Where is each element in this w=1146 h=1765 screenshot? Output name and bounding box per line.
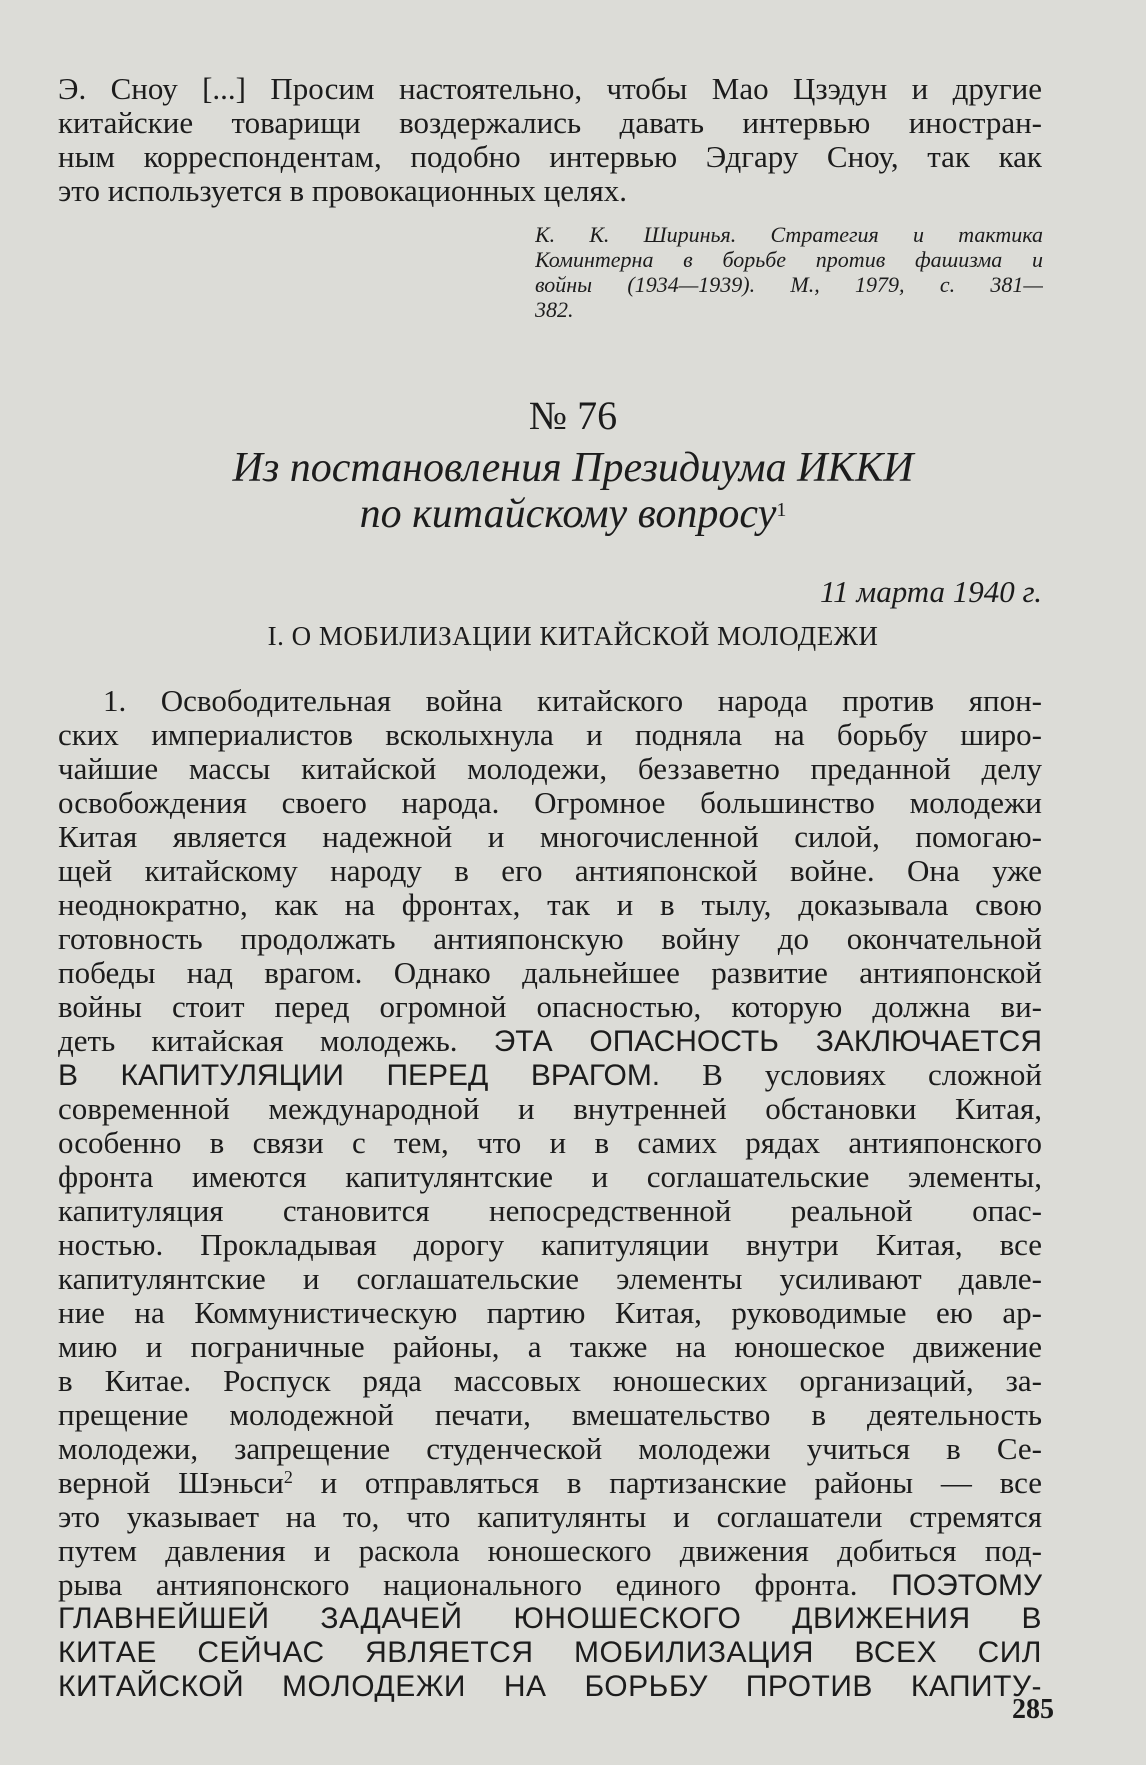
citation-line: 382. bbox=[535, 297, 574, 322]
emphasis-caps: В КАПИТУЛЯЦИИ ПЕРЕД ВРАГОМ. bbox=[58, 1059, 661, 1092]
text-line bbox=[58, 1024, 1042, 1058]
text-line: ностью. Прокладывая дорогу капитуляции внутри Китая, все bbox=[58, 1228, 1042, 1262]
footnote-ref: 2 bbox=[283, 1467, 293, 1487]
emphasis-caps: ЭТА ОПАСНОСТЬ ЗАКЛЮЧАЕТСЯ bbox=[493, 1025, 1042, 1058]
citation-line: войны (1934—1939). М., 1979, с. 381— bbox=[535, 272, 1043, 297]
text-span: рыва антияпонского национального единого фронта. bbox=[58, 1568, 858, 1602]
footnote-ref: 1 bbox=[776, 499, 787, 521]
text-line: щей китайскому народу в его антияпонской войне. Она уже bbox=[58, 854, 1042, 888]
text-line: неоднократно, как на фронтах, так и в тылу, доказывала свою bbox=[58, 888, 1042, 922]
text-span: деть китайская молодежь. bbox=[58, 1024, 458, 1058]
text-line: освобождения своего народа. Огромное большинство молодежи bbox=[58, 786, 1042, 820]
text-line: Э. Сноу [...] Просим настоятельно, чтобы Мао Цзэдун и другие bbox=[58, 72, 1042, 106]
document-number: № 76 bbox=[528, 393, 618, 438]
page-number: 285 bbox=[1012, 1694, 1054, 1725]
text-span: верной Шэньси bbox=[58, 1466, 284, 1500]
text-line: войны стоит перед огромной опасностью, которую должна ви- bbox=[58, 990, 1042, 1024]
text-line: ным корреспондентам, подобно интервью Эдгару Сноу, так как bbox=[58, 140, 1042, 174]
text-line: ских империалистов всколыхнула и подняла на борьбу широ- bbox=[58, 718, 1042, 752]
document-title-text: по китайскому вопросу bbox=[359, 491, 777, 537]
text-line: фронта имеются капитулянтские и соглашательские элементы, bbox=[58, 1160, 1042, 1194]
text-line: Китая является надежной и многочисленной силой, помогаю- bbox=[58, 820, 1042, 854]
text-line: КИТАЕ СЕЙЧАС ЯВЛЯЕТСЯ МОБИЛИЗАЦИЯ ВСЕХ СИЛ bbox=[58, 1636, 1042, 1669]
text-span: В условиях сложной bbox=[702, 1058, 1042, 1092]
text-line: это используется в провокационных целях. bbox=[58, 174, 627, 208]
document-title-line-1: Из постановления Президиума ИККИ bbox=[232, 445, 914, 491]
text-span: и отправляться в партизанские районы — все bbox=[320, 1466, 1042, 1500]
text-line: капитулянтские и соглашательские элементы усиливают давле- bbox=[58, 1262, 1042, 1296]
text-line: капитуляция становится непосредственной реальной опас- bbox=[58, 1194, 1042, 1228]
section-heading: I. О МОБИЛИЗАЦИИ КИТАЙСКОЙ МОЛОДЕЖИ bbox=[267, 621, 879, 651]
text-line: 1. Освободительная война китайского народа против япон- bbox=[103, 684, 1042, 718]
text-line: в Китае. Роспуск ряда массовых юношеских организаций, за- bbox=[58, 1364, 1042, 1398]
text-line: молодежи, запрещение студенческой молодежи учиться в Се- bbox=[58, 1432, 1042, 1466]
text-line: китайские товарищи воздержались давать интервью иностран- bbox=[58, 106, 1042, 140]
text-line: современной международной и внутренней обстановки Китая, bbox=[58, 1092, 1042, 1126]
text-line: мию и пограничные районы, а также на юношеское движение bbox=[58, 1330, 1042, 1364]
text-line: готовность продолжать антияпонскую войну до окончательной bbox=[58, 922, 1042, 956]
text-line: путем давления и раскола юношеского движения добиться под- bbox=[58, 1534, 1042, 1568]
text-line: ГЛАВНЕЙШЕЙ ЗАДАЧЕЙ ЮНОШЕСКОГО ДВИЖЕНИЯ В bbox=[58, 1602, 1042, 1635]
text-line bbox=[58, 1568, 1042, 1602]
document-title-line-2 bbox=[0, 490, 1146, 538]
text-line: чайшие массы китайской молодежи, беззаветно преданной делу bbox=[58, 752, 1042, 786]
text-line: особенно в связи с тем, что и в самих рядах антияпонского bbox=[58, 1126, 1042, 1160]
emphasis-caps: ПОЭТОМУ bbox=[891, 1569, 1042, 1602]
citation-line: К. К. Ширинья. Стратегия и тактика bbox=[535, 222, 1043, 247]
text-line: КИТАЙСКОЙ МОЛОДЕЖИ НА БОРЬБУ ПРОТИВ КАПИТУ- bbox=[58, 1670, 1042, 1703]
document-date: 11 марта 1940 г. bbox=[819, 574, 1042, 609]
text-line: победы над врагом. Однако дальнейшее развитие антияпонской bbox=[58, 956, 1042, 990]
text-line: это указывает на то, что капитулянты и соглашатели стремятся bbox=[58, 1500, 1042, 1534]
text-line bbox=[58, 1058, 1042, 1092]
text-line: ние на Коммунистическую партию Китая, руководимые ею ар- bbox=[58, 1296, 1042, 1330]
text-line bbox=[58, 1466, 1042, 1500]
citation-line: Коминтерна в борьбе против фашизма и bbox=[535, 247, 1043, 272]
text-line: прещение молодежной печати, вмешательство в деятельность bbox=[58, 1398, 1042, 1432]
